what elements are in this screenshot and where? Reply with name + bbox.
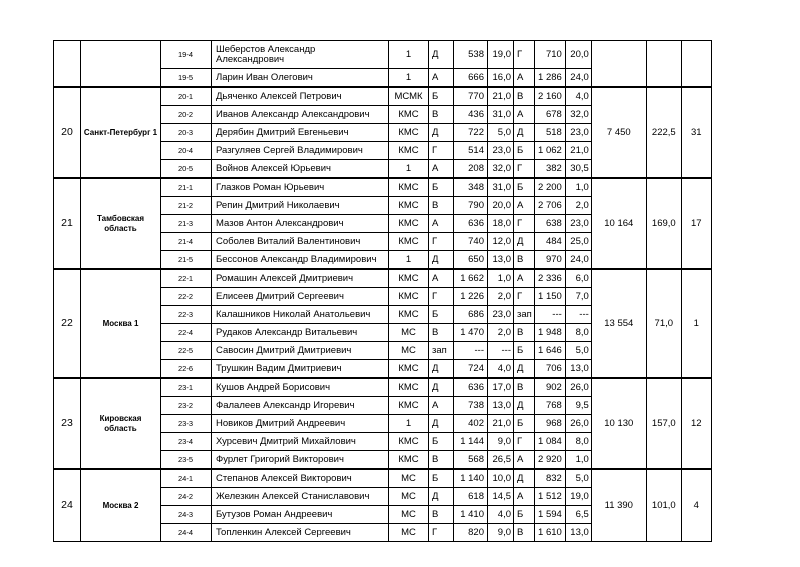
place-2: 30,5 [565,160,591,179]
sport-rank: КМС [389,378,429,397]
place-1: 20,0 [488,197,514,215]
group-letter-2: Г [514,433,535,451]
team-name [81,41,161,88]
team-final-rank: 4 [681,469,711,542]
participant-name: Хурсевич Дмитрий Михайлович [212,433,389,451]
place-2: 21,0 [565,142,591,160]
team-number: 22 [54,269,81,378]
place-1: 1,0 [488,269,514,288]
points-2: 382 [534,160,565,179]
team-final-rank: 12 [681,378,711,469]
team-total-places: 157,0 [646,378,681,469]
points-1: 722 [454,124,488,142]
group-letter-1: В [429,451,454,470]
participant-code: 24-3 [161,506,212,524]
place-2: 1,0 [565,451,591,470]
group-letter-1: Б [429,469,454,488]
team-name: Москва 2 [81,469,161,542]
place-1: 16,0 [488,69,514,88]
team-number: 21 [54,178,81,269]
group-letter-1: А [429,69,454,88]
points-1: 538 [454,41,488,69]
group-letter-2: Г [514,288,535,306]
team-total-places: 71,0 [646,269,681,378]
group-letter-1: Д [429,378,454,397]
group-letter-2: Д [514,397,535,415]
group-letter-1: Д [429,488,454,506]
participant-name: Савосин Дмитрий Дмитриевич [212,342,389,360]
participant-code: 23-3 [161,415,212,433]
group-letter-1: Д [429,124,454,142]
points-1: 402 [454,415,488,433]
participant-code: 24-4 [161,524,212,542]
group-letter-2: Б [514,506,535,524]
participant-name: Трушкин Вадим Дмитриевич [212,360,389,379]
points-2: 1 948 [534,324,565,342]
group-letter-1: Д [429,41,454,69]
sport-rank: КМС [389,288,429,306]
team-total-points: 10 130 [591,378,646,469]
group-letter-2: А [514,197,535,215]
place-2: 13,0 [565,360,591,379]
place-2: 25,0 [565,233,591,251]
group-letter-1: А [429,397,454,415]
points-1: 618 [454,488,488,506]
points-2: 902 [534,378,565,397]
results-table [53,40,712,542]
group-letter-2: В [514,324,535,342]
place-2: 2,0 [565,197,591,215]
sport-rank: КМС [389,397,429,415]
team-group [54,469,712,542]
team-number: 24 [54,469,81,542]
participant-name: Ларин Иван Олегович [212,69,389,88]
sport-rank: КМС [389,269,429,288]
team-name: Санкт-Петербург 1 [81,87,161,178]
team-name: Тамбовская область [81,178,161,269]
sport-rank: КМС [389,451,429,470]
place-2: 20,0 [565,41,591,69]
place-1: 23,0 [488,142,514,160]
points-2: 638 [534,215,565,233]
participant-name: Фурлет Григорий Викторович [212,451,389,470]
participant-name: Степанов Алексей Викторович [212,469,389,488]
place-2: --- [565,306,591,324]
place-1: 26,5 [488,451,514,470]
participant-code: 22-1 [161,269,212,288]
points-2: 832 [534,469,565,488]
points-2: 678 [534,106,565,124]
sport-rank: МС [389,524,429,542]
table-row [54,41,712,69]
group-letter-2: Г [514,160,535,179]
participant-name: Ромашин Алексей Дмитриевич [212,269,389,288]
points-1: 686 [454,306,488,324]
group-letter-1: А [429,215,454,233]
place-2: 26,0 [565,378,591,397]
points-1: 790 [454,197,488,215]
participant-code: 22-3 [161,306,212,324]
team-number [54,41,81,88]
place-1: 2,0 [488,288,514,306]
team-name: Кировская область [81,378,161,469]
sport-rank: КМС [389,360,429,379]
team-total-places: 169,0 [646,178,681,269]
team-group [54,87,712,178]
points-1: 208 [454,160,488,179]
place-2: 19,0 [565,488,591,506]
place-2: 5,0 [565,342,591,360]
points-2: 970 [534,251,565,270]
points-1: 770 [454,87,488,106]
group-letter-2: Б [514,415,535,433]
place-2: 9,5 [565,397,591,415]
group-letter-2: В [514,251,535,270]
points-2: 1 150 [534,288,565,306]
group-letter-1: Д [429,251,454,270]
participant-code: 21-3 [161,215,212,233]
points-1: 436 [454,106,488,124]
group-letter-2: Б [514,342,535,360]
place-1: 4,0 [488,360,514,379]
table-row [54,178,712,197]
place-2: 23,0 [565,215,591,233]
participant-code: 21-2 [161,197,212,215]
participant-name: Новиков Дмитрий Андреевич [212,415,389,433]
points-2: 706 [534,360,565,379]
participant-code: 22-5 [161,342,212,360]
participant-name: Репин Дмитрий Николаевич [212,197,389,215]
place-2: 5,0 [565,469,591,488]
group-letter-1: Б [429,87,454,106]
team-name: Москва 1 [81,269,161,378]
sport-rank: МС [389,488,429,506]
place-1: 4,0 [488,506,514,524]
group-letter-1: Б [429,433,454,451]
group-letter-1: Г [429,142,454,160]
group-letter-1: Г [429,288,454,306]
sport-rank: КМС [389,197,429,215]
points-2: 2 920 [534,451,565,470]
team-total-points: 11 390 [591,469,646,542]
points-2: --- [534,306,565,324]
place-2: 23,0 [565,124,591,142]
points-2: 768 [534,397,565,415]
sport-rank: КМС [389,106,429,124]
sport-rank: 1 [389,69,429,88]
points-1: 568 [454,451,488,470]
team-final-rank [681,41,711,88]
team-total-points: 10 164 [591,178,646,269]
points-1: 1 144 [454,433,488,451]
place-1: 2,0 [488,324,514,342]
group-letter-2: зап [514,306,535,324]
team-group [54,178,712,269]
points-2: 2 160 [534,87,565,106]
place-2: 24,0 [565,251,591,270]
sport-rank: КМС [389,178,429,197]
group-letter-1: Б [429,178,454,197]
team-total-points: 7 450 [591,87,646,178]
place-1: 31,0 [488,106,514,124]
group-letter-2: А [514,106,535,124]
participant-code: 21-4 [161,233,212,251]
group-letter-2: Г [514,215,535,233]
group-letter-2: Г [514,41,535,69]
group-letter-2: В [514,378,535,397]
place-1: 19,0 [488,41,514,69]
place-1: 13,0 [488,397,514,415]
place-1: 32,0 [488,160,514,179]
group-letter-1: А [429,269,454,288]
points-1: 738 [454,397,488,415]
participant-code: 22-4 [161,324,212,342]
participant-name: Мазов Антон Александрович [212,215,389,233]
sport-rank: 1 [389,251,429,270]
participant-name: Фалалеев Александр Игоревич [212,397,389,415]
participant-name: Иванов Александр Александрович [212,106,389,124]
points-1: 636 [454,215,488,233]
place-2: 13,0 [565,524,591,542]
team-total-places [646,41,681,88]
place-2: 8,0 [565,433,591,451]
team-final-rank: 1 [681,269,711,378]
group-letter-1: В [429,106,454,124]
group-letter-1: Г [429,524,454,542]
place-1: 21,0 [488,87,514,106]
team-total-points: 13 554 [591,269,646,378]
participant-code: 20-4 [161,142,212,160]
participant-code: 23-1 [161,378,212,397]
participant-code: 20-5 [161,160,212,179]
sport-rank: МС [389,342,429,360]
group-letter-2: А [514,488,535,506]
participant-name: Железкин Алексей Станиславович [212,488,389,506]
points-2: 518 [534,124,565,142]
table-row [54,87,712,106]
group-letter-1: В [429,506,454,524]
sport-rank: КМС [389,433,429,451]
place-2: 7,0 [565,288,591,306]
group-letter-2: А [514,269,535,288]
sport-rank: МСМК [389,87,429,106]
sport-rank: МС [389,506,429,524]
group-letter-2: Д [514,233,535,251]
group-letter-2: Б [514,178,535,197]
team-total-points [591,41,646,88]
points-1: --- [454,342,488,360]
place-2: 6,5 [565,506,591,524]
place-1: 14,5 [488,488,514,506]
points-2: 1 084 [534,433,565,451]
points-2: 484 [534,233,565,251]
points-2: 2 200 [534,178,565,197]
sport-rank: 1 [389,415,429,433]
participant-name: Кушов Андрей Борисович [212,378,389,397]
group-letter-1: Б [429,306,454,324]
place-1: 18,0 [488,215,514,233]
sport-rank: КМС [389,124,429,142]
participant-code: 23-5 [161,451,212,470]
points-2: 1 062 [534,142,565,160]
sport-rank: 1 [389,41,429,69]
group-letter-2: Д [514,469,535,488]
participant-name: Разгуляев Сергей Владимирович [212,142,389,160]
participant-name: Дьяченко Алексей Петрович [212,87,389,106]
group-letter-2: А [514,451,535,470]
points-1: 666 [454,69,488,88]
sport-rank: КМС [389,233,429,251]
group-letter-2: В [514,524,535,542]
place-2: 4,0 [565,87,591,106]
participant-name: Калашников Николай Анатольевич [212,306,389,324]
group-letter-2: А [514,69,535,88]
team-group [54,378,712,469]
group-letter-1: Д [429,360,454,379]
points-2: 1 610 [534,524,565,542]
participant-name: Шеберстов Александр Александрович [212,41,389,69]
participant-name: Елисеев Дмитрий Сергеевич [212,288,389,306]
participant-name: Рудаков Александр Витальевич [212,324,389,342]
participant-code: 20-1 [161,87,212,106]
sport-rank: МС [389,324,429,342]
team-final-rank: 31 [681,87,711,178]
points-1: 740 [454,233,488,251]
group-letter-1: Д [429,415,454,433]
team-group [54,41,712,88]
participant-code: 24-1 [161,469,212,488]
points-2: 1 646 [534,342,565,360]
points-1: 1 662 [454,269,488,288]
points-2: 2 706 [534,197,565,215]
sport-rank: КМС [389,142,429,160]
participant-name: Войнов Алексей Юрьевич [212,160,389,179]
participant-code: 22-6 [161,360,212,379]
team-number: 20 [54,87,81,178]
participant-name: Соболев Виталий Валентинович [212,233,389,251]
group-letter-2: Б [514,142,535,160]
group-letter-2: Д [514,360,535,379]
sport-rank: 1 [389,160,429,179]
team-total-places: 222,5 [646,87,681,178]
participant-code: 21-1 [161,178,212,197]
place-1: 10,0 [488,469,514,488]
points-1: 348 [454,178,488,197]
team-total-places: 101,0 [646,469,681,542]
team-group [54,269,712,378]
table-row [54,269,712,288]
points-2: 968 [534,415,565,433]
group-letter-1: зап [429,342,454,360]
points-1: 1 140 [454,469,488,488]
points-1: 1 470 [454,324,488,342]
place-1: 12,0 [488,233,514,251]
participant-code: 19-4 [161,41,212,69]
sport-rank: КМС [389,306,429,324]
table-row [54,378,712,397]
place-1: 17,0 [488,378,514,397]
points-2: 710 [534,41,565,69]
participant-code: 23-4 [161,433,212,451]
place-2: 26,0 [565,415,591,433]
group-letter-1: Г [429,233,454,251]
participant-code: 24-2 [161,488,212,506]
place-2: 32,0 [565,106,591,124]
group-letter-1: А [429,160,454,179]
place-2: 8,0 [565,324,591,342]
group-letter-1: В [429,324,454,342]
points-2: 1 286 [534,69,565,88]
place-1: 21,0 [488,415,514,433]
participant-name: Глазков Роман Юрьевич [212,178,389,197]
participant-name: Бессонов Александр Владимирович [212,251,389,270]
sport-rank: МС [389,469,429,488]
participant-code: 23-2 [161,397,212,415]
points-2: 2 336 [534,269,565,288]
points-2: 1 512 [534,488,565,506]
points-2: 1 594 [534,506,565,524]
place-2: 1,0 [565,178,591,197]
table-row [54,469,712,488]
participant-code: 19-5 [161,69,212,88]
participant-code: 21-5 [161,251,212,270]
place-1: 31,0 [488,178,514,197]
place-1: 13,0 [488,251,514,270]
place-1: 9,0 [488,433,514,451]
points-1: 820 [454,524,488,542]
points-1: 724 [454,360,488,379]
place-1: 5,0 [488,124,514,142]
place-1: 23,0 [488,306,514,324]
group-letter-1: В [429,197,454,215]
place-1: --- [488,342,514,360]
place-1: 9,0 [488,524,514,542]
place-2: 6,0 [565,269,591,288]
group-letter-2: В [514,87,535,106]
group-letter-2: Д [514,124,535,142]
participant-code: 20-2 [161,106,212,124]
points-1: 514 [454,142,488,160]
points-1: 636 [454,378,488,397]
points-1: 1 226 [454,288,488,306]
participant-code: 22-2 [161,288,212,306]
points-1: 1 410 [454,506,488,524]
participant-name: Бутузов Роман Андреевич [212,506,389,524]
participant-name: Топленкин Алексей Сергеевич [212,524,389,542]
points-1: 650 [454,251,488,270]
team-final-rank: 17 [681,178,711,269]
place-2: 24,0 [565,69,591,88]
participant-name: Дерябин Дмитрий Евгеньевич [212,124,389,142]
participant-code: 20-3 [161,124,212,142]
team-number: 23 [54,378,81,469]
sport-rank: КМС [389,215,429,233]
